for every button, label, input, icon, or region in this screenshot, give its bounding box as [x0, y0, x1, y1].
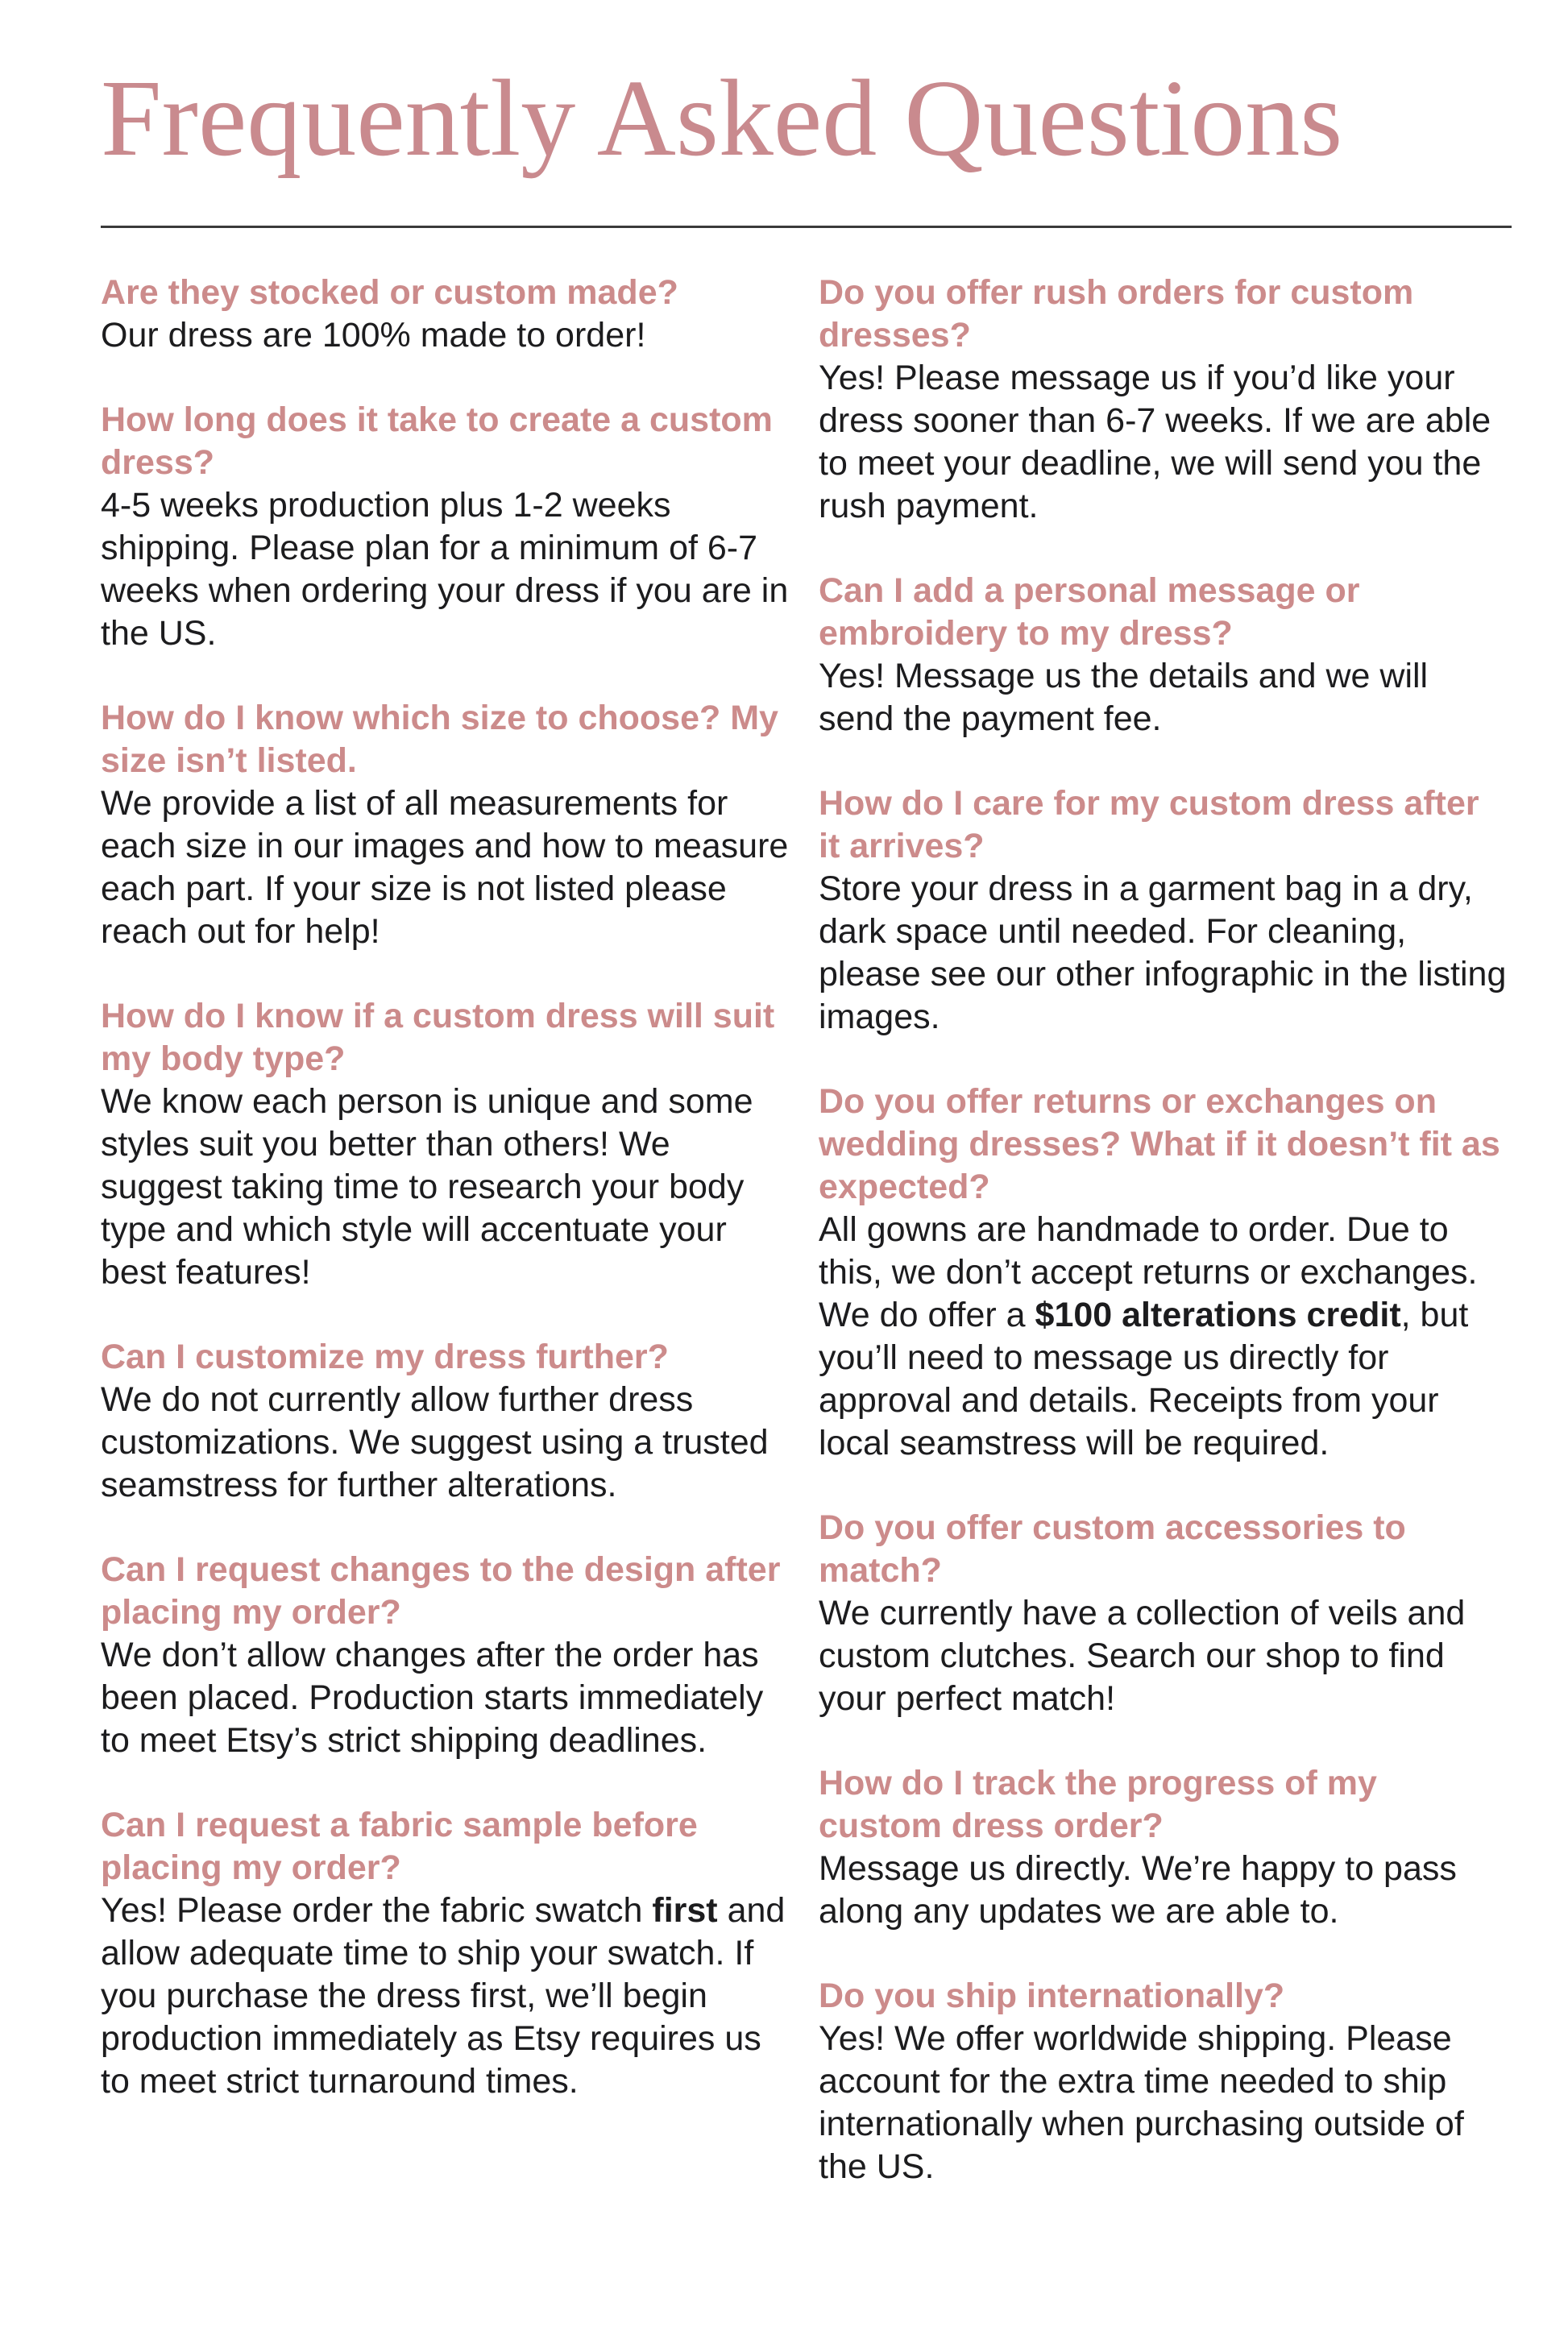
faq-item	[819, 782, 1508, 1039]
faq-answer: We don’t allow changes after the order has been placed. Production starts immediately to meet Etsy’s strict shipping deadlines.	[101, 1636, 764, 1760]
faq-answer: Store your dress in a garment bag in a dry, dark space until needed. For cleaning, please see our other infographic in the listing images.	[819, 869, 1507, 1036]
page-title: Frequently Asked Questions	[101, 58, 1343, 179]
faq-column-left	[101, 272, 790, 2230]
faq-question: Can I request a fabric sample before placing my order?	[101, 1806, 698, 1887]
faq-question: How do I track the progress of my custom dress order?	[819, 1764, 1377, 1845]
faq-question: Can I customize my dress further?	[101, 1338, 669, 1376]
faq-item	[819, 570, 1508, 740]
faq-answer: Our dress are 100% made to order!	[101, 316, 646, 355]
faq-question: Can I add a personal message or embroidery to my dress?	[819, 571, 1360, 653]
faq-item	[101, 1336, 790, 1507]
faq-item	[101, 995, 790, 1294]
faq-answer: We do not currently allow further dress customizations. We suggest using a trusted seamstress for further alterations.	[101, 1380, 769, 1504]
faq-answer: Yes! We offer worldwide shipping. Please account for the extra time needed to ship internationally when purchasing outside of the US.	[819, 2019, 1464, 2186]
faq-item	[101, 697, 790, 953]
faq-item	[101, 1804, 790, 2103]
faq-question: How long does it take to create a custom dress?	[101, 400, 773, 482]
faq-question: Can I request changes to the design after placing my order?	[101, 1550, 781, 1632]
faq-item	[101, 1549, 790, 1762]
faq-question: How do I know which size to choose? My size isn’t listed.	[101, 699, 778, 780]
faq-item	[819, 1081, 1508, 1465]
faq-item	[101, 399, 790, 655]
faq-answer: Yes! Please order the fabric swatch first and allow adequate time to ship your swatch. If you purchase the dress first, we’ll begin production immediately as Etsy requires us to meet strict turnaround times.	[101, 1891, 786, 2101]
title-divider	[101, 226, 1512, 228]
faq-question: Do you ship internationally?	[819, 1977, 1285, 2015]
faq-item	[101, 272, 790, 357]
faq-item	[819, 272, 1508, 528]
faq-question: Do you offer rush orders for custom dresses?	[819, 273, 1414, 355]
faq-answer: We currently have a collection of veils and custom clutches. Search our shop to find your perfect match!	[819, 1594, 1466, 1718]
faq-question: Are they stocked or custom made?	[101, 273, 678, 312]
faq-item	[819, 1762, 1508, 1933]
faq-question: How do I care for my custom dress after it arrives?	[819, 784, 1479, 865]
faq-columns	[101, 272, 1512, 2230]
faq-answer: Yes! Message us the details and we will send the payment fee.	[819, 657, 1429, 738]
faq-answer: We know each person is unique and some styles suit you better than others! We suggest taking time to research your body type and which style will accentuate your best features!	[101, 1082, 753, 1292]
faq-answer: 4-5 weeks production plus 1-2 weeks shipping. Please plan for a minimum of 6-7 weeks when ordering your dress if you are in the US.	[101, 486, 789, 653]
faq-column-right	[819, 272, 1508, 2230]
faq-question: Do you offer custom accessories to match?	[819, 1508, 1406, 1590]
faq-question: How do I know if a custom dress will suit my body type?	[101, 997, 775, 1078]
faq-item	[819, 1975, 1508, 2188]
faq-answer: We provide a list of all measurements for each size in our images and how to measure each part. If your size is not listed please reach out for help!	[101, 784, 789, 951]
faq-answer: Message us directly. We’re happy to pass along any updates we are able to.	[819, 1849, 1457, 1931]
faq-item	[819, 1507, 1508, 1720]
faq-answer: Yes! Please message us if you’d like your dress sooner than 6-7 weeks. If we are able to meet your deadline, we will send you the rush payment.	[819, 359, 1491, 525]
faq-answer: All gowns are handmade to order. Due to this, we don’t accept returns or exchanges. We do offer a $100 alterations credit, but you’ll need to message us directly for approval and details. Receipts from your local seamstress will be required.	[819, 1210, 1478, 1462]
faq-question: Do you offer returns or exchanges on wedding dresses? What if it doesn’t fit as expected?	[819, 1082, 1500, 1206]
